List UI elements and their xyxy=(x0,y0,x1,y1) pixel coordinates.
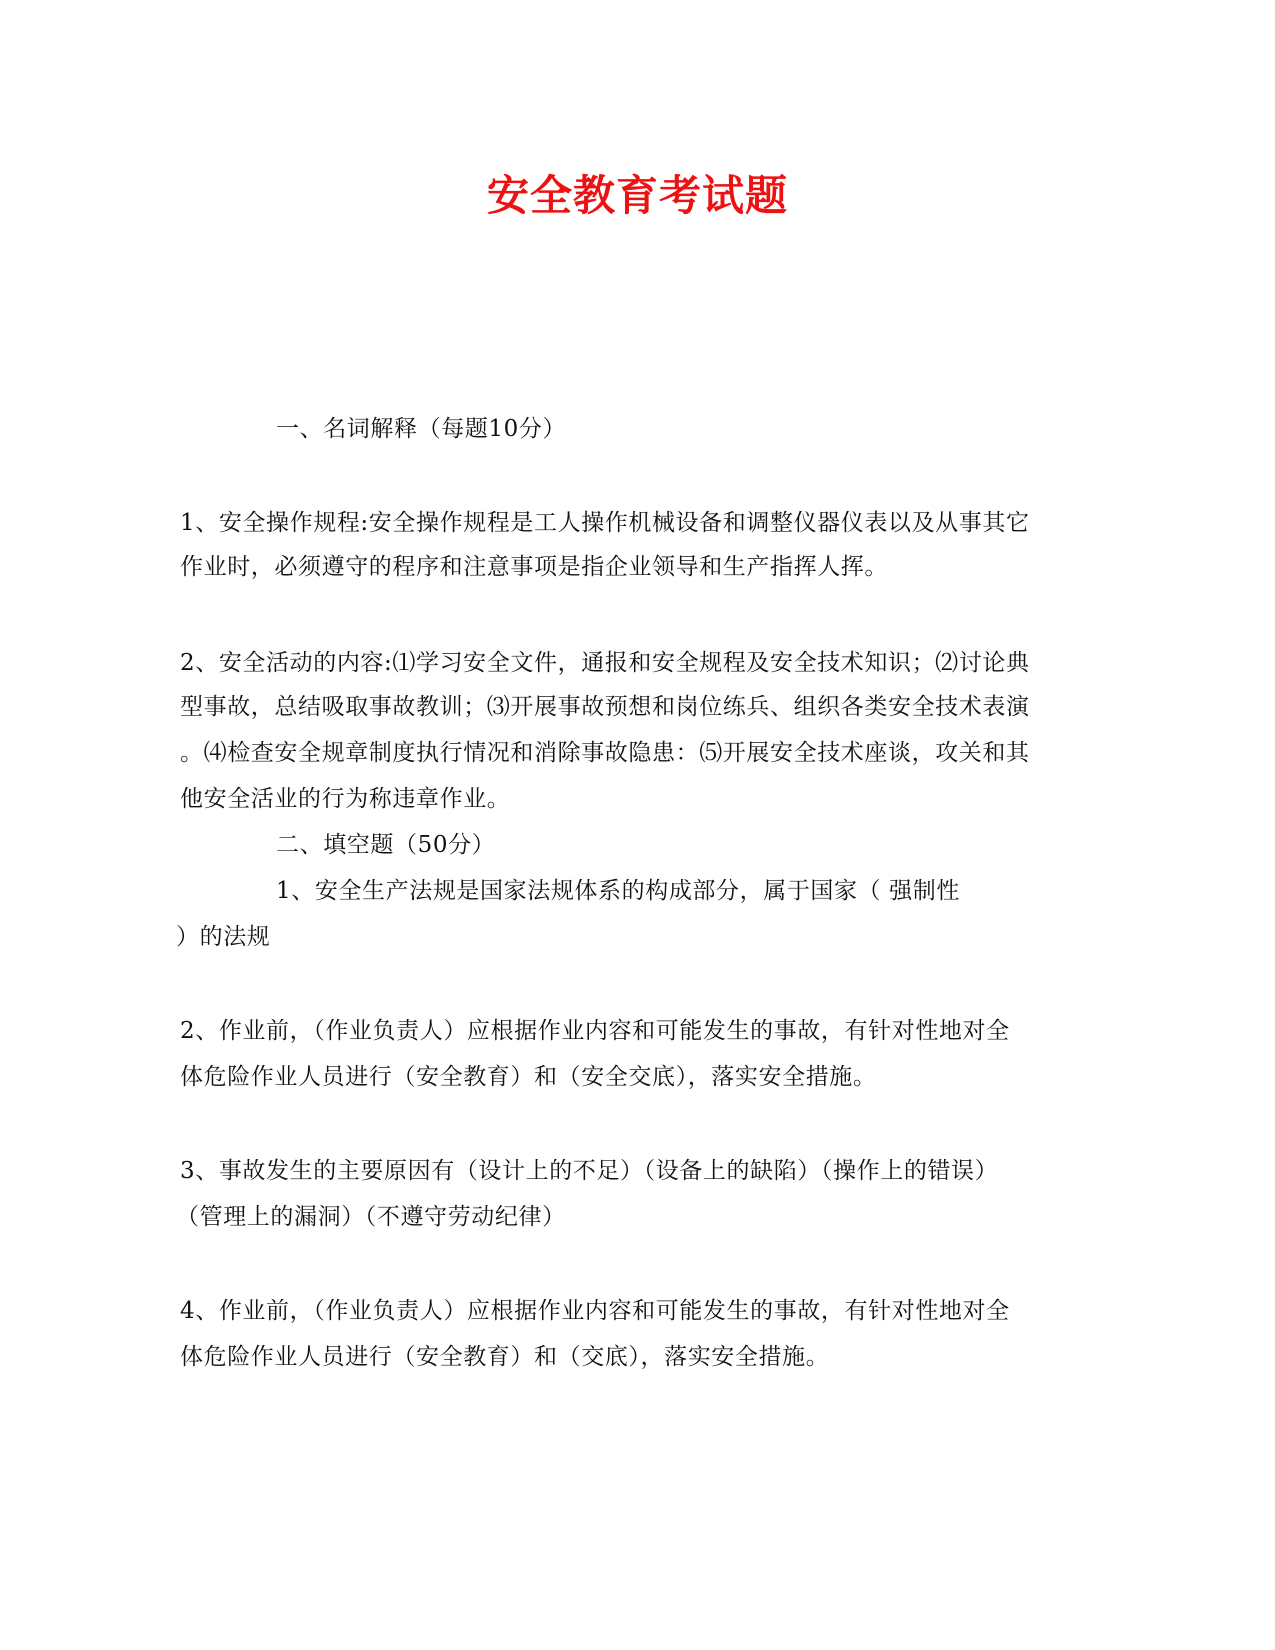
item1-line2: 作业时，必须遵守的程序和注意事项是指企业领导和生产指挥人挥。 xyxy=(180,554,888,580)
fill3-line2: （管理上的漏洞）（不遵守劳动纪律） xyxy=(176,1204,566,1230)
fill1-line2: ）的法规 xyxy=(176,924,271,950)
fill2-line1: 2、作业前，（作业负责人）应根据作业内容和可能发生的事故，有针对性地对全 xyxy=(180,1018,1010,1044)
document-title: 安全教育考试题 xyxy=(486,171,788,220)
fill2-line2: 体危险作业人员进行（安全教育）和（安全交底），落实安全措施。 xyxy=(180,1064,877,1090)
fill4-line2: 体危险作业人员进行（安全教育）和（交底），落实安全措施。 xyxy=(180,1344,830,1370)
item2-line2: 型事故，总结吸取事故教训；⑶开展事故预想和岗位练兵、组织各类安全技术表演 xyxy=(180,694,1030,720)
item2-line4: 他安全活业的行为称违章作业。 xyxy=(180,786,511,812)
item2-line1: 2、安全活动的内容:⑴学习安全文件，通报和安全规程及安全技术知识；⑵讨论典 xyxy=(180,650,1030,676)
fill3-line1: 3、事故发生的主要原因有（设计上的不足）（设备上的缺陷）（操作上的错误） xyxy=(180,1158,999,1184)
fill1-line1: 1、安全生产法规是国家法规体系的构成部分，属于国家（ 强制性 xyxy=(276,878,960,904)
item1-line1: 1、安全操作规程:安全操作规程是工人操作机械设备和调整仪器仪表以及从事其它 xyxy=(180,510,1030,536)
item2-line3: 。⑷检查安全规章制度执行情况和消除事故隐患：⑸开展安全技术座谈，攻关和其 xyxy=(180,740,1030,766)
fill4-line1: 4、作业前，（作业负责人）应根据作业内容和可能发生的事故，有针对性地对全 xyxy=(180,1298,1010,1324)
section-heading-definitions: 一、名词解释（每题10分） xyxy=(276,416,567,442)
section-heading-fill-in: 二、填空题（50分） xyxy=(276,832,496,858)
